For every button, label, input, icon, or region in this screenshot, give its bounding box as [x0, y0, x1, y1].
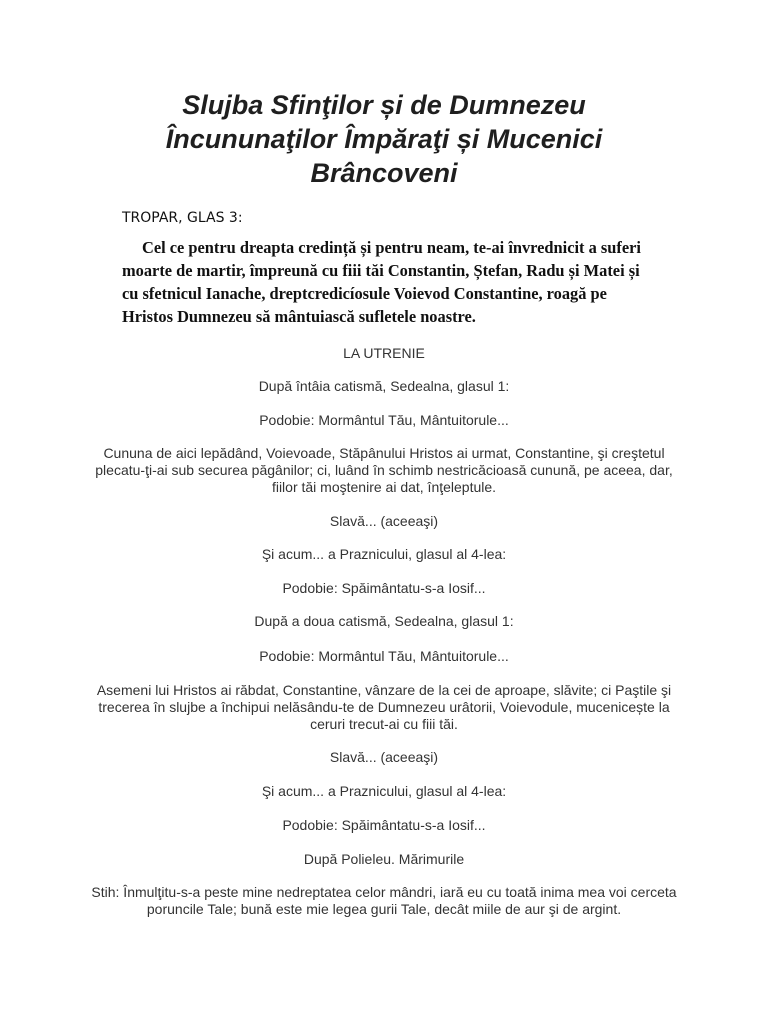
document-title: Slujba Sfinţilor și de Dumnezeu Încununaţilor Împăraţi și Mucenici Brâncoveni	[165, 90, 603, 188]
first-glory: Slavă... (aceeaşi)	[329, 513, 439, 529]
troparion-text: Cel ce pentru dreapta credință și pentru neam, te-ai învrednicit a suferi moarte de martir, împreună cu fiii tăi Constantin, Ștefan, Radu și Matei și cu sfetnicul Ianache, dreptcredicíosule Voievod Constantine, roagă pe Hristos Dumnezeu să mântuiască sufletele noastre.	[122, 238, 641, 326]
verse-text: Stih: Înmulţitu-s-a peste mine nedreptatea celor mândri, iară eu cu toată inima mea voi cerceta poruncile Tale; bună este mie legea gurii Tale, decât miile de aur şi de argint.	[91, 884, 677, 917]
first-kathisma-heading: După întâia catismă, Sedealna, glasul 1:	[258, 378, 510, 394]
first-feast-line: Şi acum... a Praznicului, glasul al 4-lea:	[261, 546, 507, 562]
polyeleos-heading: După Polieleu. Mărimurile	[303, 851, 465, 867]
first-sedalen-text: Cununa de aici lepădând, Voievoade, Stăpânului Hristos ai urmat, Constantine, şi creştetul plecatu-ţi-ai sub securea păgânilor; ci, luând în schimb nestricăcioasă cunună, pe aceea, dar, fiilor tăi moştenire ai dat, înţeleptule.	[95, 445, 673, 495]
second-feast-podobie: Podobie: Spăimântatu-s-a Iosif...	[282, 817, 486, 833]
matins-heading: LA UTRENIE	[343, 345, 425, 361]
troparion-heading: TROPAR, GLAS 3:	[122, 210, 243, 226]
second-glory: Slavă... (aceeaşi)	[329, 749, 439, 765]
second-feast-line: Şi acum... a Praznicului, glasul al 4-lea:	[261, 783, 507, 799]
second-kathisma-heading: După a doua catismă, Sedealna, glasul 1:	[254, 613, 514, 629]
second-podobie: Podobie: Mormântul Tău, Mântuitorule...	[259, 648, 509, 664]
first-podobie: Podobie: Mormântul Tău, Mântuitorule...	[259, 412, 509, 428]
second-sedalen-text: Asemeni lui Hristos ai răbdat, Constantine, vânzare de la cei de aproape, slăvite; ci Paştile şi trecerea în slujbe a închipui nelăsându-te de Dumnezeu urâtorii, Voievodule, mucenicește la ceruri trecut-ai cu fiii tăi.	[96, 682, 672, 732]
first-feast-podobie: Podobie: Spăimântatu-s-a Iosif...	[282, 580, 486, 596]
